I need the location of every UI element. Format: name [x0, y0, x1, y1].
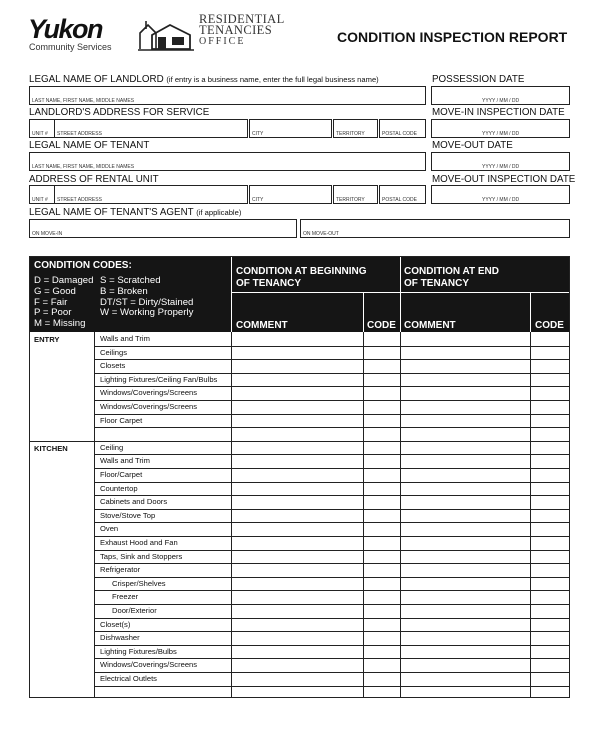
- table-row-item: Freezer: [112, 592, 139, 602]
- code-dirty: DT/ST = Dirty/Stained: [100, 296, 194, 308]
- row-line: [95, 686, 569, 687]
- row-line: [95, 346, 569, 347]
- table-row-item: Closet(s): [100, 619, 131, 629]
- rto-office-name: [199, 14, 285, 47]
- landlord-address-label: LANDLORD'S ADDRESS FOR SERVICE: [29, 107, 210, 118]
- table-row-item: Windows/Coverings/Screens: [100, 402, 198, 411]
- landlord-unit-sub: UNIT #: [32, 131, 48, 137]
- row-line: [95, 468, 569, 469]
- code-broken: B = Broken: [100, 285, 148, 297]
- header-divider-code-1: [363, 292, 364, 332]
- rental-address-label: ADDRESS OF RENTAL UNIT: [29, 174, 159, 185]
- table-row-item: Exhaust Hood and Fan: [100, 538, 178, 547]
- row-line: [95, 604, 569, 605]
- table-row-item: Stove/Stove Top: [100, 510, 156, 520]
- codes-left-list: [34, 276, 93, 330]
- table-row-item: Ceiling: [100, 442, 124, 452]
- row-line: [95, 509, 569, 510]
- code-poor: P = Poor: [34, 307, 72, 319]
- table-row-item: Walls and Trim: [100, 334, 150, 343]
- landlord-territory-sub: TERRITORY: [336, 131, 365, 137]
- row-line: [95, 577, 569, 578]
- agent-label: LEGAL NAME OF TENANT'S AGENT (if applicable): [29, 207, 242, 218]
- end-header-line2: OF TENANCY: [404, 278, 469, 289]
- move-out-inspection-label: MOVE-OUT INSPECTION DATE: [432, 174, 576, 185]
- agent-move-out-sub: ON MOVE-OUT: [303, 231, 339, 237]
- beginning-header-line1: CONDITION AT BEGINNING: [236, 266, 367, 277]
- move-in-inspection-label: MOVE-IN INSPECTION DATE: [432, 107, 565, 118]
- rental-unit-sub: UNIT #: [32, 197, 48, 203]
- row-line: [95, 373, 569, 374]
- landlord-city-sub: CITY: [252, 131, 264, 137]
- comment-header-begin: COMMENT: [236, 320, 288, 331]
- table-row-item: Door/Exterior: [112, 606, 157, 615]
- inspection-table: [29, 256, 570, 698]
- table-row-item: Countertop: [100, 483, 138, 493]
- rental-postal-sub: POSTAL CODE: [382, 197, 418, 203]
- table-row-item: Lighting Fixtures/Ceiling Fan/Bulbs: [100, 374, 218, 384]
- table-row-item: Floor/Carpet: [100, 470, 143, 479]
- landlord-name-label: LEGAL NAME OF LANDLORD (if entry is a business name, enter the full legal business name): [29, 74, 379, 85]
- row-line: [95, 386, 569, 387]
- rental-city-sub: CITY: [252, 197, 264, 203]
- tenant-name-sub: LAST NAME, FIRST NAME, MIDDLE NAMES: [32, 164, 135, 170]
- rto-line3: OFFICE: [199, 36, 246, 47]
- table-row-item: Closets: [100, 361, 126, 371]
- code-damaged: D = Damaged: [34, 275, 94, 286]
- rental-unit-divider: [54, 185, 55, 204]
- agent-move-out-field[interactable]: [300, 219, 570, 238]
- header-divider-code-2: [530, 292, 531, 332]
- unit-divider: [54, 119, 55, 138]
- comment-header-end: COMMENT: [404, 320, 456, 331]
- yukon-logo: Yukon: [28, 14, 103, 44]
- row-line: [95, 563, 569, 564]
- house-icon: [138, 19, 194, 51]
- beginning-header-line2: OF TENANCY: [236, 278, 301, 289]
- codes-title: CONDITION CODES:: [34, 260, 132, 271]
- table-row-item: Cabinets and Doors: [100, 497, 168, 507]
- table-row-item: Electrical Outlets: [100, 674, 157, 683]
- possession-date-label: POSSESSION DATE: [432, 74, 525, 85]
- end-header-line1: CONDITION AT END: [404, 266, 499, 277]
- document-title: CONDITION INSPECTION REPORT: [337, 29, 568, 45]
- row-line: [95, 618, 569, 619]
- table-row-item: Dishwasher: [100, 633, 140, 643]
- landlord-street-sub: STREET ADDRESS: [57, 131, 102, 137]
- row-line: [95, 550, 569, 551]
- landlord-postal-sub: POSTAL CODE: [382, 131, 418, 137]
- code-header-begin: CODE: [367, 320, 396, 331]
- code-missing: M = Missing: [34, 318, 86, 330]
- row-line: [95, 536, 569, 537]
- org-subtitle: Community Services: [29, 42, 112, 52]
- code-fair: F = Fair: [34, 296, 68, 308]
- rto-line2: TENANCIES: [199, 23, 273, 37]
- row-line: [95, 631, 569, 632]
- header-divider-horizontal: [232, 292, 569, 293]
- row-line: [95, 427, 569, 428]
- row-line: [95, 414, 569, 415]
- landlord-name-sub: LAST NAME, FIRST NAME, MIDDLE NAMES: [32, 98, 135, 104]
- row-line: [95, 590, 569, 591]
- move-in-inspection-format: YYYY / MM / DD: [482, 131, 520, 137]
- move-out-date-label: MOVE-OUT DATE: [432, 140, 513, 151]
- table-row-item: Oven: [100, 524, 119, 534]
- code-scratched: S = Scratched: [100, 275, 161, 286]
- possession-date-format: YYYY / MM / DD: [482, 98, 520, 104]
- header-divider-1: [231, 257, 232, 332]
- row-line: [95, 454, 569, 455]
- row-line: [95, 672, 569, 673]
- table-row-item: Walls and Trim: [100, 456, 150, 466]
- table-row-item: Crisper/Shelves: [112, 578, 166, 588]
- code-working: W = Working Properly: [100, 307, 194, 319]
- row-line: [95, 482, 569, 483]
- move-out-date-format: YYYY / MM / DD: [482, 164, 520, 170]
- row-line: [95, 658, 569, 659]
- rto-line1: RESIDENTIAL: [199, 12, 285, 26]
- agent-move-in-field[interactable]: [29, 219, 297, 238]
- move-out-inspection-format: YYYY / MM / DD: [482, 197, 520, 203]
- room-name-entry: ENTRY: [34, 335, 60, 344]
- table-row-item: Windows/Coverings/Screens: [100, 388, 198, 398]
- table-row-item: Floor Carpet: [100, 415, 143, 425]
- row-line: [95, 522, 569, 523]
- rental-territory-sub: TERRITORY: [336, 197, 365, 203]
- codes-right-list: [100, 276, 193, 319]
- row-line: [95, 495, 569, 496]
- code-header-end: CODE: [535, 320, 564, 331]
- table-row-item: Windows/Coverings/Screens: [100, 660, 198, 670]
- row-line: [95, 400, 569, 401]
- table-row-item: Ceilings: [100, 347, 128, 357]
- row-line: [95, 645, 569, 646]
- table-row-item: Refrigerator: [100, 565, 141, 575]
- table-row-item: Taps, Sink and Stoppers: [100, 551, 183, 561]
- agent-move-in-sub: ON MOVE-IN: [32, 231, 63, 237]
- table-row-item: Lighting Fixtures/Bulbs: [100, 646, 177, 656]
- room-name-kitchen: KITCHEN: [34, 443, 68, 453]
- code-good: G = Good: [34, 285, 76, 297]
- room-separator: [30, 441, 569, 442]
- rental-street-sub: STREET ADDRESS: [57, 197, 102, 203]
- row-line: [95, 359, 569, 360]
- tenant-name-label: LEGAL NAME OF TENANT: [29, 140, 150, 151]
- header-divider-2: [400, 257, 401, 332]
